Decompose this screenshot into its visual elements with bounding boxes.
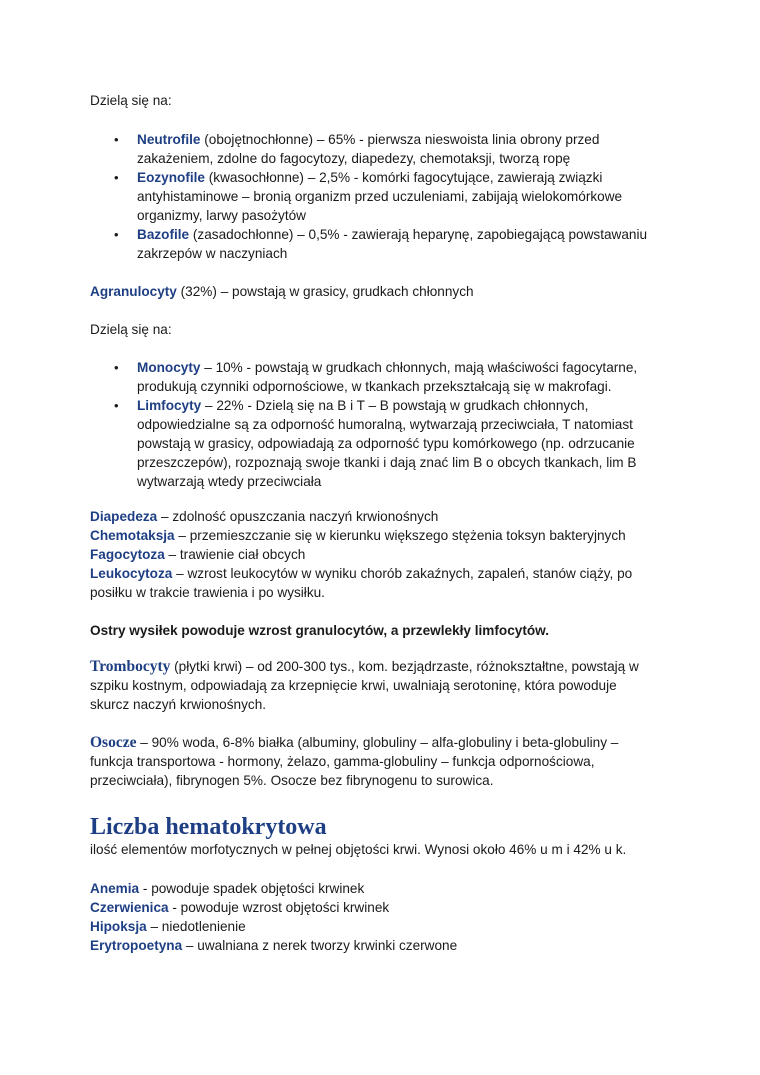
list-item-monocyty (112, 358, 637, 396)
desc-line: odpowiedzialne są za odporność humoralną, wytwarzają przeciwciała, T natomiast (137, 417, 633, 432)
definition-leukocytoza (90, 564, 632, 583)
definition-fagocytoza (90, 545, 305, 564)
term: Agranulocyty (90, 284, 177, 299)
term: Trombocyty (90, 658, 171, 675)
term: Neutrofile (137, 132, 201, 147)
bullet-icon: • (114, 132, 119, 147)
definition-chemotaksja (90, 526, 626, 545)
term: Osocze (90, 734, 137, 751)
definition-hipoksja (90, 917, 246, 936)
agranulocyte-list (112, 358, 637, 491)
term: Eozynofile (137, 170, 205, 185)
term: Bazofile (137, 227, 190, 242)
bullet-icon: • (114, 227, 119, 242)
term: Leukocytoza (90, 566, 173, 581)
desc-line: (kwasochłonne) – 2,5% - komórki fagocytujące, zawierają związki (204, 170, 603, 185)
desc-line: przeciwciała), fibrynogen 5%. Osocze bez fibrynogenu to surowica. (90, 773, 494, 788)
bullet-icon: • (114, 398, 119, 413)
bullet-icon: • (114, 170, 119, 185)
osocze-paragraph (90, 733, 618, 790)
desc-line: – 22% - Dzielą się na B i T – B powstają w grudkach chłonnych, (201, 398, 589, 413)
trombocyty-paragraph (90, 657, 639, 714)
desc-line: funkcja transportowa - hormony, żelazo, gamma-globuliny – funkcja odpornościowa, (90, 754, 595, 769)
list-item-limfocyty (112, 396, 637, 491)
desc-line: szpiku kostnym, odpowiadają za krzepnięcie krwi, uwalniają serotoninę, która powoduje (90, 678, 617, 693)
desc-line: – 90% woda, 6-8% białka (albuminy, globuliny – alfa-globuliny i beta-globuliny – (136, 735, 619, 750)
heading-description: ilość elementów morfotycznych w pełnej objętości krwi. Wynosi około 46% u m i 42% u k. (90, 842, 627, 857)
desc: - powoduje spadek objętości krwinek (139, 881, 365, 896)
desc-line: skurcz naczyń krwionośnych. (90, 697, 267, 712)
desc-line: antyhistaminowe – bronią organizm przed uczuleniami, zabijają wielokomórkowe (137, 189, 623, 204)
list-item-bazofile (112, 225, 647, 263)
desc: - powoduje wzrost objętości krwinek (168, 900, 390, 915)
term: Anemia (90, 881, 140, 896)
desc-line: przeszczepów), rozpoznają swoje tkanki i dają znać lim B o obcych tkankach, lim B (137, 455, 637, 470)
agranulocytes-line (90, 282, 474, 301)
term: Limfocyty (137, 398, 202, 413)
desc-line: powstają w grasicy, odpowiadają za odporność typu komórkowego (np. odrzucanie (137, 436, 635, 451)
desc: – wzrost leukocytów w wyniku chorób zakaźnych, zapaleń, stanów ciąży, po (172, 566, 633, 581)
definition-diapedeza (90, 507, 438, 526)
desc-line: zakażeniem, zdolne do fagocytozy, diapedezy, chemotaksji, tworzą ropę (137, 151, 571, 166)
desc: (32%) – powstają w grasicy, grudkach chłonnych (176, 284, 474, 299)
desc-line: zakrzepów w naczyniach (137, 246, 288, 261)
desc: – niedotlenienie (146, 919, 246, 934)
bold-statement: Ostry wysiłek powoduje wzrost granulocytów, a przewlekły limfocytów. (90, 623, 550, 638)
term: Czerwienica (90, 900, 169, 915)
desc: – zdolność opuszczania naczyń krwionośnych (157, 509, 439, 524)
desc: – przemieszczanie się w kierunku większego stężenia toksyn bakteryjnych (174, 528, 626, 543)
desc-line: – 10% - powstają w grudkach chłonnych, mają właściwości fagocytarne, (200, 360, 638, 375)
list-item-eozynofile (112, 168, 647, 225)
intro-text-2: Dzielą się na: (90, 322, 172, 337)
intro-text-1: Dzielą się na: (90, 93, 172, 108)
desc: – uwalniana z nerek tworzy krwinki czerwone (182, 938, 458, 953)
term: Erytropoetyna (90, 938, 183, 953)
definition-anemia (90, 879, 364, 898)
term: Hipoksja (90, 919, 147, 934)
term: Diapedeza (90, 509, 158, 524)
desc-line: organizmy, larwy pasożytów (137, 208, 306, 223)
term: Monocyty (137, 360, 201, 375)
granulocyte-list (112, 130, 647, 263)
desc-line: (zasadochłonne) – 0,5% - zawierają heparynę, zapobiegającą powstawaniu (189, 227, 648, 242)
term: Fagocytoza (90, 547, 165, 562)
desc-line: (płytki krwi) – od 200-300 tys., kom. bezjądrzaste, różnokształtne, powstają w (170, 659, 639, 674)
desc-line: wytwarzają wtedy przeciwciała (137, 474, 322, 489)
bullet-icon: • (114, 360, 119, 375)
desc: – trawienie ciał obcych (164, 547, 306, 562)
definition-erytropoetyna (90, 936, 457, 955)
list-item-neutrofile (112, 130, 647, 168)
term: Chemotaksja (90, 528, 175, 543)
desc-line: (obojętnochłonne) – 65% - pierwsza nieswoista linia obrony przed (200, 132, 600, 147)
leukocytosis-continuation: posiłku w trakcie trawienia i po wysiłku. (90, 585, 325, 600)
desc-line: produkują czynniki odpornościowe, w tkankach przekształcają się w makrofagi. (137, 379, 612, 394)
definition-czerwienica (90, 898, 389, 917)
section-heading: Liczba hematokrytowa (90, 814, 327, 840)
